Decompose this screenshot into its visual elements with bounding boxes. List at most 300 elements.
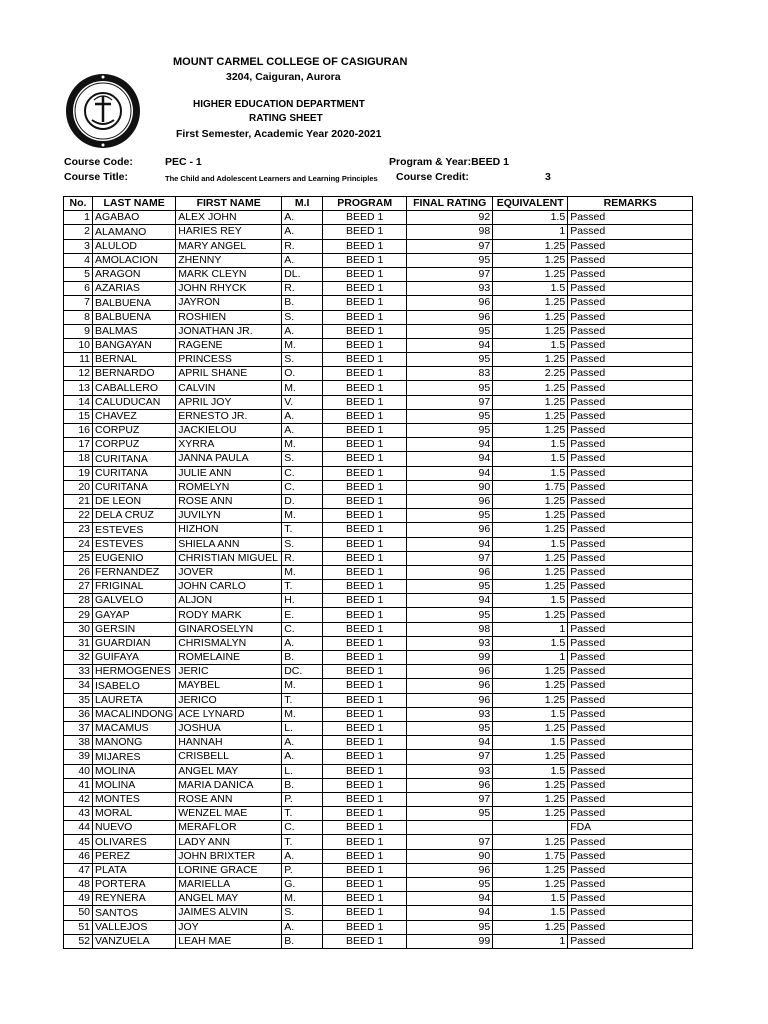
cell-equivalent: 1.5 — [493, 211, 568, 225]
cell-program: BEED 1 — [323, 807, 407, 821]
cell-mi: A. — [282, 253, 323, 267]
cell-remarks: Passed — [568, 807, 693, 821]
cell-program: BEED 1 — [323, 892, 407, 906]
cell-last-name: VALLEJOS — [93, 920, 176, 934]
cell-first-name: ERNESTO JR. — [176, 409, 282, 423]
cell-last-name: MOLINA — [93, 764, 176, 778]
cell-program: BEED 1 — [323, 466, 407, 480]
cell-first-name: ANGEL MAY — [176, 892, 282, 906]
cell-final-rating: 95 — [407, 409, 493, 423]
cell-first-name: XYRRA — [176, 438, 282, 452]
cell-mi: H. — [282, 594, 323, 608]
cell-program: BEED 1 — [323, 494, 407, 508]
table-row — [64, 225, 693, 239]
cell-remarks: Passed — [568, 721, 693, 735]
cell-no: 26 — [64, 565, 93, 579]
cell-first-name: JOHN RHYCK — [176, 282, 282, 296]
cell-mi: G. — [282, 878, 323, 892]
cell-no: 42 — [64, 792, 93, 806]
cell-no: 1 — [64, 211, 93, 225]
cell-equivalent: 1.25 — [493, 580, 568, 594]
cell-final-rating: 94 — [407, 594, 493, 608]
col-header-remarks: REMARKS — [568, 197, 693, 211]
cell-program: BEED 1 — [323, 565, 407, 579]
cell-program: BEED 1 — [323, 409, 407, 423]
cell-mi: B. — [282, 296, 323, 310]
cell-equivalent: 1.25 — [493, 324, 568, 338]
table-header-row — [64, 197, 693, 211]
cell-first-name: MARY ANGEL — [176, 239, 282, 253]
cell-remarks: Passed — [568, 338, 693, 352]
cell-no: 13 — [64, 381, 93, 395]
cell-last-name: ISABELO — [93, 679, 176, 693]
cell-program: BEED 1 — [323, 707, 407, 721]
cell-mi: T. — [282, 523, 323, 537]
cell-remarks: Passed — [568, 523, 693, 537]
cell-first-name: JERIC — [176, 665, 282, 679]
cell-first-name: JOHN BRIXTER — [176, 849, 282, 863]
cell-mi: M. — [282, 707, 323, 721]
table-row — [64, 239, 693, 253]
school-address: 3204, Caiguran, Aurora — [226, 71, 341, 83]
cell-last-name: PORTERA — [93, 878, 176, 892]
cell-mi: C. — [282, 466, 323, 480]
cell-last-name: CABALLERO — [93, 381, 176, 395]
cell-equivalent: 1.75 — [493, 849, 568, 863]
cell-mi: P. — [282, 792, 323, 806]
cell-mi: M. — [282, 338, 323, 352]
table-row — [64, 409, 693, 423]
table-row — [64, 537, 693, 551]
cell-mi: M. — [282, 565, 323, 579]
cell-final-rating: 94 — [407, 736, 493, 750]
cell-final-rating: 96 — [407, 310, 493, 324]
cell-final-rating: 95 — [407, 509, 493, 523]
cell-no: 48 — [64, 878, 93, 892]
cell-no: 35 — [64, 693, 93, 707]
cell-no: 40 — [64, 764, 93, 778]
table-row — [64, 494, 693, 508]
cell-last-name: GUIFAYA — [93, 651, 176, 665]
cell-no: 50 — [64, 906, 93, 920]
cell-equivalent: 1.25 — [493, 296, 568, 310]
cell-final-rating: 95 — [407, 424, 493, 438]
cell-first-name: MAYBEL — [176, 679, 282, 693]
cell-mi: B. — [282, 778, 323, 792]
cell-program: BEED 1 — [323, 679, 407, 693]
cell-program: BEED 1 — [323, 338, 407, 352]
cell-first-name: ROSE ANN — [176, 494, 282, 508]
cell-program: BEED 1 — [323, 750, 407, 764]
cell-remarks: Passed — [568, 310, 693, 324]
table-row — [64, 849, 693, 863]
cell-final-rating: 95 — [407, 353, 493, 367]
program-year: Program & Year:BEED 1 — [389, 156, 510, 168]
cell-final-rating: 94 — [407, 537, 493, 551]
cell-remarks: Passed — [568, 324, 693, 338]
cell-no: 22 — [64, 509, 93, 523]
table-row — [64, 608, 693, 622]
cell-first-name: JAYRON — [176, 296, 282, 310]
cell-no: 21 — [64, 494, 93, 508]
cell-equivalent: 1 — [493, 622, 568, 636]
cell-mi: T. — [282, 580, 323, 594]
cell-equivalent: 1.25 — [493, 239, 568, 253]
cell-last-name: REYNERA — [93, 892, 176, 906]
cell-program: BEED 1 — [323, 693, 407, 707]
cell-equivalent: 1.25 — [493, 721, 568, 735]
cell-equivalent: 1.25 — [493, 807, 568, 821]
table-row — [64, 636, 693, 650]
cell-first-name: ROMELYN — [176, 480, 282, 494]
course-credit-label: Course Credit: — [396, 171, 469, 183]
cell-first-name: HARIES REY — [176, 225, 282, 239]
cell-last-name: CALUDUCAN — [93, 395, 176, 409]
cell-mi: A. — [282, 424, 323, 438]
cell-remarks: Passed — [568, 636, 693, 650]
cell-equivalent: 1.5 — [493, 906, 568, 920]
cell-remarks: Passed — [568, 906, 693, 920]
cell-first-name: APRIL SHANE — [176, 367, 282, 381]
cell-mi: S. — [282, 310, 323, 324]
cell-no: 41 — [64, 778, 93, 792]
cell-final-rating: 92 — [407, 211, 493, 225]
cell-remarks: Passed — [568, 409, 693, 423]
cell-final-rating: 94 — [407, 892, 493, 906]
course-title-value: The Child and Adolescent Learners and Learning Principles — [165, 174, 378, 183]
cell-mi: C. — [282, 821, 323, 835]
cell-last-name: ALAMANO — [93, 225, 176, 239]
course-credit-value: 3 — [545, 171, 551, 183]
cell-last-name: ESTEVES — [93, 537, 176, 551]
cell-mi: A. — [282, 849, 323, 863]
cell-mi: T. — [282, 835, 323, 849]
cell-last-name: CORPUZ — [93, 424, 176, 438]
cell-program: BEED 1 — [323, 906, 407, 920]
cell-no: 17 — [64, 438, 93, 452]
cell-final-rating: 93 — [407, 764, 493, 778]
cell-program: BEED 1 — [323, 792, 407, 806]
table-row — [64, 736, 693, 750]
cell-mi: T. — [282, 693, 323, 707]
cell-no: 52 — [64, 934, 93, 948]
cell-no: 33 — [64, 665, 93, 679]
cell-last-name: ARAGON — [93, 267, 176, 281]
cell-program: BEED 1 — [323, 282, 407, 296]
cell-remarks: Passed — [568, 466, 693, 480]
cell-first-name: JACKIELOU — [176, 424, 282, 438]
cell-mi: L. — [282, 764, 323, 778]
cell-equivalent: 1.25 — [493, 693, 568, 707]
cell-equivalent: 1.5 — [493, 282, 568, 296]
cell-first-name: HANNAH — [176, 736, 282, 750]
cell-first-name: JOVER — [176, 565, 282, 579]
cell-remarks: Passed — [568, 764, 693, 778]
table-row — [64, 750, 693, 764]
table-row — [64, 551, 693, 565]
cell-last-name: DE LEON — [93, 494, 176, 508]
cell-first-name: MERAFLOR — [176, 821, 282, 835]
cell-no: 28 — [64, 594, 93, 608]
cell-first-name: APRIL JOY — [176, 395, 282, 409]
cell-remarks: Passed — [568, 551, 693, 565]
cell-no: 43 — [64, 807, 93, 821]
cell-no: 30 — [64, 622, 93, 636]
cell-last-name: VANZUELA — [93, 934, 176, 948]
cell-remarks: Passed — [568, 693, 693, 707]
cell-no: 16 — [64, 424, 93, 438]
table-row — [64, 764, 693, 778]
cell-remarks: Passed — [568, 622, 693, 636]
cell-first-name: RAGENE — [176, 338, 282, 352]
cell-first-name: HIZHON — [176, 523, 282, 537]
cell-final-rating: 94 — [407, 466, 493, 480]
cell-program: BEED 1 — [323, 211, 407, 225]
cell-equivalent — [493, 821, 568, 835]
cell-first-name: MARK CLEYN — [176, 267, 282, 281]
table-row — [64, 792, 693, 806]
cell-last-name: NUEVO — [93, 821, 176, 835]
cell-no: 51 — [64, 920, 93, 934]
cell-equivalent: 1 — [493, 934, 568, 948]
cell-final-rating: 95 — [407, 878, 493, 892]
col-header-equivalent: EQUIVALENT — [493, 197, 568, 211]
cell-remarks: Passed — [568, 863, 693, 877]
cell-remarks: Passed — [568, 424, 693, 438]
cell-equivalent: 1.25 — [493, 665, 568, 679]
cell-equivalent: 1.25 — [493, 353, 568, 367]
cell-no: 45 — [64, 835, 93, 849]
cell-mi: M. — [282, 381, 323, 395]
cell-remarks: Passed — [568, 296, 693, 310]
table-row — [64, 424, 693, 438]
cell-equivalent: 1.25 — [493, 778, 568, 792]
cell-final-rating: 83 — [407, 367, 493, 381]
cell-final-rating: 95 — [407, 807, 493, 821]
cell-final-rating: 94 — [407, 452, 493, 466]
cell-remarks: Passed — [568, 778, 693, 792]
cell-no: 23 — [64, 523, 93, 537]
cell-mi: T. — [282, 807, 323, 821]
table-row — [64, 821, 693, 835]
cell-last-name: CURITANA — [93, 452, 176, 466]
table-row — [64, 466, 693, 480]
cell-last-name: LAURETA — [93, 693, 176, 707]
cell-mi: S. — [282, 537, 323, 551]
cell-last-name: BALBUENA — [93, 296, 176, 310]
cell-last-name: CURITANA — [93, 466, 176, 480]
table-row — [64, 693, 693, 707]
cell-equivalent: 1.5 — [493, 707, 568, 721]
cell-remarks: Passed — [568, 892, 693, 906]
col-header-mi: M.I — [282, 197, 323, 211]
cell-program: BEED 1 — [323, 523, 407, 537]
cell-first-name: ROSHIEN — [176, 310, 282, 324]
cell-equivalent: 1.25 — [493, 878, 568, 892]
cell-mi: S. — [282, 906, 323, 920]
col-header-first-name: FIRST NAME — [176, 197, 282, 211]
cell-equivalent: 1.5 — [493, 892, 568, 906]
cell-no: 36 — [64, 707, 93, 721]
cell-mi: S. — [282, 452, 323, 466]
cell-remarks: Passed — [568, 395, 693, 409]
table-row — [64, 353, 693, 367]
cell-final-rating: 93 — [407, 707, 493, 721]
table-row — [64, 594, 693, 608]
cell-equivalent: 1 — [493, 651, 568, 665]
cell-no: 46 — [64, 849, 93, 863]
cell-equivalent: 1.75 — [493, 480, 568, 494]
cell-first-name: ROSE ANN — [176, 792, 282, 806]
cell-program: BEED 1 — [323, 764, 407, 778]
cell-first-name: JOSHUA — [176, 721, 282, 735]
table-row — [64, 509, 693, 523]
table-row — [64, 665, 693, 679]
table-row — [64, 253, 693, 267]
cell-mi: B. — [282, 934, 323, 948]
cell-final-rating: 96 — [407, 863, 493, 877]
cell-program: BEED 1 — [323, 267, 407, 281]
cell-final-rating: 97 — [407, 267, 493, 281]
cell-equivalent: 1.25 — [493, 253, 568, 267]
cell-equivalent: 1.25 — [493, 792, 568, 806]
cell-final-rating: 97 — [407, 239, 493, 253]
table-row — [64, 892, 693, 906]
cell-final-rating — [407, 821, 493, 835]
cell-equivalent: 1.25 — [493, 395, 568, 409]
cell-remarks: Passed — [568, 282, 693, 296]
cell-equivalent: 1.25 — [493, 835, 568, 849]
cell-remarks: Passed — [568, 849, 693, 863]
cell-no: 29 — [64, 608, 93, 622]
cell-program: BEED 1 — [323, 239, 407, 253]
cell-remarks: Passed — [568, 565, 693, 579]
cell-first-name: MARIELLA — [176, 878, 282, 892]
col-header-last-name: LAST NAME — [93, 197, 176, 211]
cell-remarks: Passed — [568, 211, 693, 225]
cell-first-name: ROMELAINE — [176, 651, 282, 665]
cell-remarks: Passed — [568, 679, 693, 693]
cell-remarks: Passed — [568, 509, 693, 523]
cell-final-rating: 99 — [407, 651, 493, 665]
cell-remarks: Passed — [568, 452, 693, 466]
cell-remarks: Passed — [568, 608, 693, 622]
cell-program: BEED 1 — [323, 934, 407, 948]
col-header-no: No. — [64, 197, 93, 211]
cell-no: 39 — [64, 750, 93, 764]
cell-program: BEED 1 — [323, 821, 407, 835]
cell-mi: C. — [282, 622, 323, 636]
cell-last-name: MANONG — [93, 736, 176, 750]
cell-program: BEED 1 — [323, 324, 407, 338]
cell-first-name: ACE LYNARD — [176, 707, 282, 721]
cell-last-name: ALULOD — [93, 239, 176, 253]
table-row — [64, 267, 693, 281]
table-row — [64, 565, 693, 579]
cell-equivalent: 1 — [493, 225, 568, 239]
cell-program: BEED 1 — [323, 608, 407, 622]
cell-program: BEED 1 — [323, 551, 407, 565]
cell-remarks: Passed — [568, 353, 693, 367]
cell-final-rating: 96 — [407, 665, 493, 679]
cell-no: 8 — [64, 310, 93, 324]
cell-final-rating: 97 — [407, 395, 493, 409]
cell-remarks: Passed — [568, 225, 693, 239]
table-row — [64, 296, 693, 310]
cell-mi: A. — [282, 920, 323, 934]
table-row — [64, 906, 693, 920]
cell-last-name: FRIGINAL — [93, 580, 176, 594]
cell-remarks: Passed — [568, 480, 693, 494]
cell-last-name: OLIVARES — [93, 835, 176, 849]
table-row — [64, 580, 693, 594]
cell-last-name: MACAMUS — [93, 721, 176, 735]
cell-no: 31 — [64, 636, 93, 650]
cell-equivalent: 1.5 — [493, 736, 568, 750]
cell-program: BEED 1 — [323, 353, 407, 367]
cell-first-name: WENZEL MAE — [176, 807, 282, 821]
cell-mi: R. — [282, 239, 323, 253]
cell-program: BEED 1 — [323, 835, 407, 849]
cell-first-name: JONATHAN JR. — [176, 324, 282, 338]
cell-mi: P. — [282, 863, 323, 877]
cell-final-rating: 95 — [407, 253, 493, 267]
cell-first-name: JOY — [176, 920, 282, 934]
cell-equivalent: 1.5 — [493, 466, 568, 480]
cell-final-rating: 96 — [407, 693, 493, 707]
table-row — [64, 721, 693, 735]
cell-equivalent: 1.25 — [493, 310, 568, 324]
cell-mi: D. — [282, 494, 323, 508]
cell-final-rating: 93 — [407, 282, 493, 296]
cell-first-name: JULIE ANN — [176, 466, 282, 480]
cell-last-name: AGABAO — [93, 211, 176, 225]
cell-no: 6 — [64, 282, 93, 296]
cell-last-name: CURITANA — [93, 480, 176, 494]
table-row — [64, 452, 693, 466]
cell-final-rating: 96 — [407, 523, 493, 537]
cell-no: 38 — [64, 736, 93, 750]
cell-first-name: CHRISMALYN — [176, 636, 282, 650]
cell-final-rating: 97 — [407, 835, 493, 849]
cell-equivalent: 1.25 — [493, 494, 568, 508]
cell-remarks: Passed — [568, 878, 693, 892]
cell-no: 32 — [64, 651, 93, 665]
cell-equivalent: 1.5 — [493, 452, 568, 466]
cell-program: BEED 1 — [323, 381, 407, 395]
cell-program: BEED 1 — [323, 367, 407, 381]
cell-first-name: LORINE GRACE — [176, 863, 282, 877]
cell-mi: DL. — [282, 267, 323, 281]
cell-no: 27 — [64, 580, 93, 594]
cell-equivalent: 1.25 — [493, 750, 568, 764]
cell-first-name: LEAH MAE — [176, 934, 282, 948]
col-header-program: PROGRAM — [323, 197, 407, 211]
cell-no: 19 — [64, 466, 93, 480]
sheet-title: RATING SHEET — [249, 113, 323, 124]
cell-remarks: Passed — [568, 707, 693, 721]
cell-mi: V. — [282, 395, 323, 409]
department-name: HIGHER EDUCATION DEPARTMENT — [193, 99, 365, 110]
table-row — [64, 878, 693, 892]
table-row — [64, 622, 693, 636]
cell-program: BEED 1 — [323, 622, 407, 636]
cell-remarks: Passed — [568, 537, 693, 551]
cell-first-name: CRISBELL — [176, 750, 282, 764]
cell-remarks: Passed — [568, 736, 693, 750]
cell-program: BEED 1 — [323, 878, 407, 892]
cell-equivalent: 1.5 — [493, 764, 568, 778]
